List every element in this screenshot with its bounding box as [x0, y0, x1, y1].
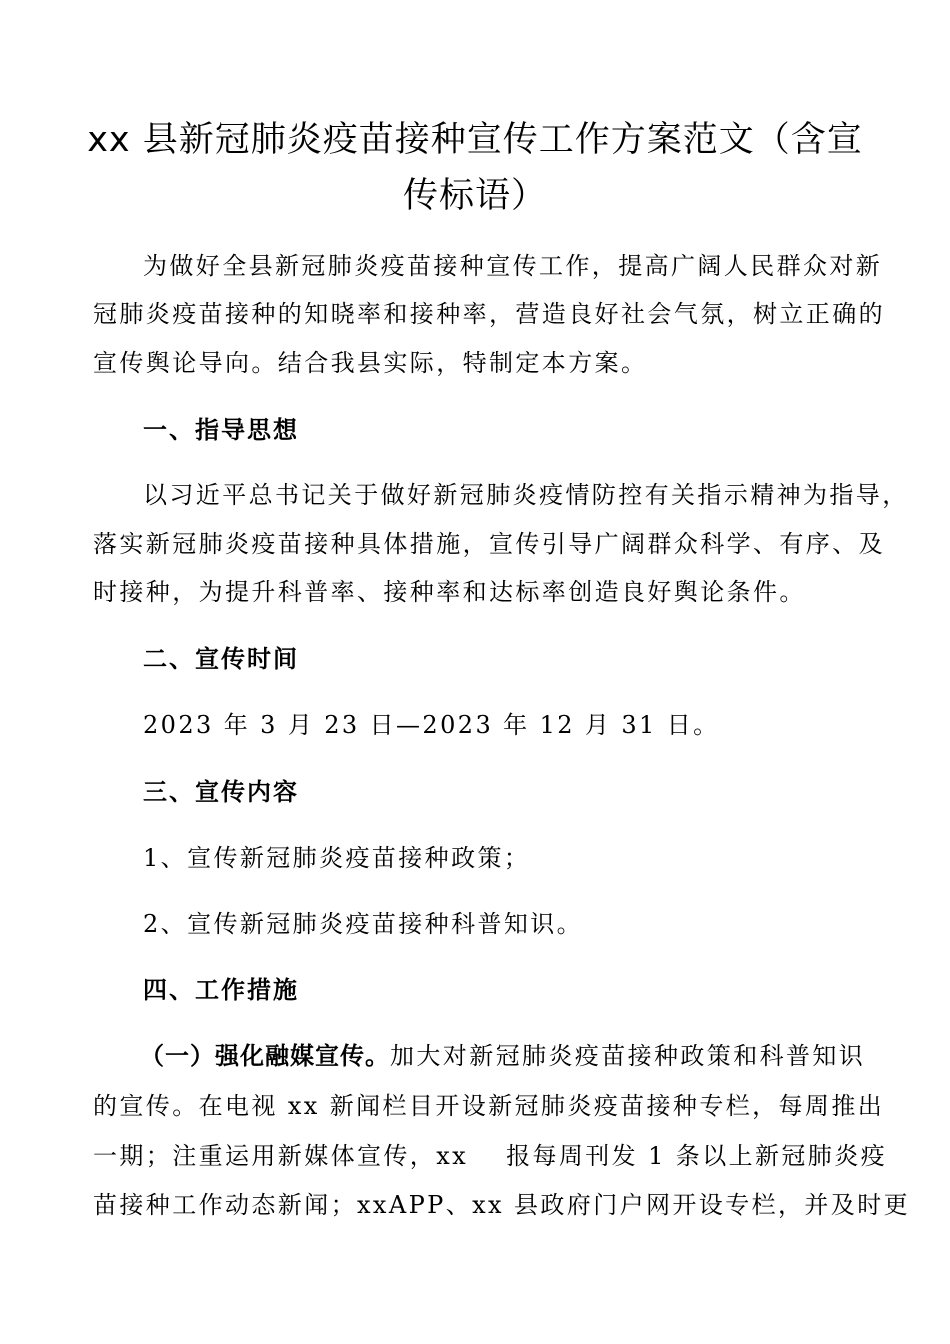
measure-1-line-3-part-b: 报每周刊发 1 条以上新冠肺炎疫 [506, 1142, 888, 1170]
content-item-2: 2、宣传新冠肺炎疫苗接种科普知识。 [143, 910, 584, 938]
document-title-line-1: xx 县新冠肺炎疫苗接种宣传工作方案范文（含宣 [87, 120, 863, 160]
content-item-1: 1、宣传新冠肺炎疫苗接种政策； [143, 844, 531, 872]
section-heading-publicity-content: 三、宣传内容 [143, 778, 299, 806]
measure-1-line-1 [140, 1039, 920, 1073]
guiding-line-3: 时接种，为提升科普率、接种率和达标率创造良好舆论条件。 [93, 578, 806, 606]
document-title-line-2: 传标语） [402, 176, 547, 216]
guiding-line-1: 以习近平总书记关于做好新冠肺炎疫情防控有关指示精神为指导， [143, 481, 909, 509]
guiding-line-2: 落实新冠肺炎疫苗接种具体措施，宣传引导广阔群众科学、有序、及 [93, 530, 885, 558]
section-heading-publicity-period: 二、宣传时间 [143, 645, 299, 673]
measure-1-line-3-part-a: 一期；注重运用新媒体宣传，xx [93, 1142, 469, 1170]
intro-line-3: 宣传舆论导向。结合我县实际，特制定本方案。 [93, 349, 648, 377]
measure-1-line-4: 苗接种工作动态新闻；xxAPP、xx 县政府门户网开设专栏，并及时更 [93, 1191, 910, 1219]
section-heading-work-measures: 四、工作措施 [143, 976, 299, 1004]
publicity-period-text: 2023 年 3 月 23 日—2023 年 12 月 31 日。 [143, 711, 720, 739]
intro-line-1: 为做好全县新冠肺炎疫苗接种宣传工作，提高广阔人民群众对新 [143, 252, 883, 280]
intro-line-2: 冠肺炎疫苗接种的知晓率和接种率，营造良好社会气氛，树立正确的 [93, 300, 885, 328]
measure-1-line-2: 的宣传。在电视 xx 新闻栏目开设新冠肺炎疫苗接种专栏，每周推出 [93, 1092, 885, 1120]
measure-1-line-3 [93, 1139, 888, 1173]
section-heading-guiding-ideology: 一、指导思想 [143, 416, 299, 444]
measure-1-label: （一）强化融媒宣传。 [140, 1042, 390, 1070]
measure-1-line-1-text: 加大对新冠肺炎疫苗接种政策和科普知识 [390, 1042, 866, 1070]
